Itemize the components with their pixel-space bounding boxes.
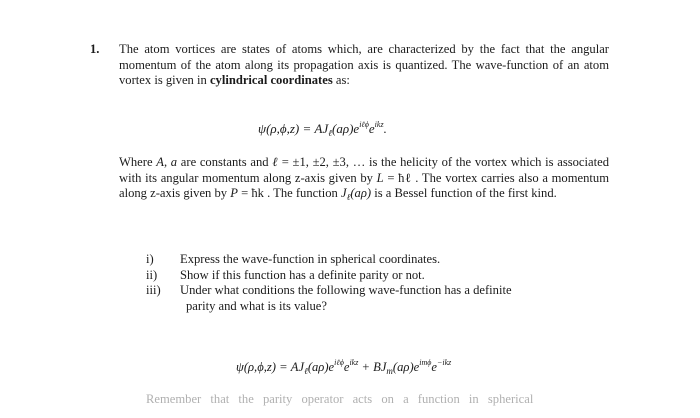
question-intro bbox=[119, 42, 609, 89]
eq1-subscript: ℓ bbox=[328, 128, 333, 138]
eq2-mid3: (aρ)e bbox=[392, 360, 420, 374]
superposition-equation bbox=[236, 360, 451, 376]
definitions-paragraph bbox=[119, 155, 609, 202]
intro-end: as: bbox=[335, 73, 350, 87]
def-text-6: = ħk . The function bbox=[237, 186, 341, 200]
sub-questions bbox=[146, 252, 616, 314]
list-item-text-continued: parity and what is its value? bbox=[186, 298, 327, 313]
def-symbol-J-arg: (aρ) bbox=[350, 186, 372, 200]
def-symbol-J-sub: ℓ bbox=[346, 192, 351, 202]
list-item bbox=[146, 252, 616, 268]
def-text-3: are constants and bbox=[177, 155, 273, 169]
eq2-mid4: e bbox=[431, 360, 437, 374]
intro-bold-term: cylindrical coordinates bbox=[209, 73, 333, 87]
list-item-number: ii) bbox=[146, 267, 158, 282]
eq1-argument: (aρ)e bbox=[332, 121, 360, 136]
list-item-text: Express the wave-function in spherical coordinates. bbox=[180, 252, 441, 266]
eq1-exponent-z: ikz bbox=[374, 120, 384, 129]
eq2-lhs: ψ(ρ,ϕ,z) = AJ bbox=[236, 360, 305, 374]
list-item bbox=[146, 268, 616, 284]
eq2-exp4: −ikz bbox=[436, 358, 452, 367]
wavefunction-equation bbox=[258, 121, 387, 137]
def-symbol-P: P bbox=[230, 186, 238, 200]
def-text-7: is a Bessel function of the first kind. bbox=[371, 186, 557, 200]
eq2-sub1: ℓ bbox=[304, 366, 308, 376]
def-symbol-a: a bbox=[170, 155, 178, 169]
eq2-exp3: imϕ bbox=[419, 358, 432, 367]
list-item bbox=[146, 283, 616, 314]
eq1-end: . bbox=[383, 121, 387, 136]
eq1-e2: e bbox=[368, 121, 375, 136]
intro-text: The atom vortices are states of atoms which, are characterized by the fact that the angular momentum of the atom along its propagation axis is quantized. The wave-function of an atom vortex is given in bbox=[119, 42, 609, 87]
def-text-4: = ±1, ±2, ±3, … is the helicity of the vortex which is associated with its angular momentum along z-axis given by bbox=[119, 155, 609, 185]
def-symbol-l: ℓ bbox=[272, 155, 279, 169]
list-item-text: Show if this function has a definite parity or not. bbox=[180, 267, 425, 282]
def-text-1: Where bbox=[119, 155, 157, 169]
list-item-number: i) bbox=[146, 252, 154, 266]
eq1-amplitude: AJ bbox=[314, 121, 329, 136]
list-item-text: Under what conditions the following wave-function has a definite bbox=[180, 283, 512, 297]
eq2-mid2: e bbox=[343, 360, 350, 374]
eq2-exp2: ikz bbox=[349, 358, 359, 367]
list-item-number: iii) bbox=[146, 283, 161, 297]
question-number: 1. bbox=[90, 42, 100, 56]
def-text-2: , bbox=[163, 155, 171, 169]
eq2-plus: + BJ bbox=[358, 360, 387, 374]
def-symbol-A: A bbox=[156, 155, 164, 169]
eq2-exp1: iℓϕ bbox=[334, 358, 344, 367]
def-symbol-J: J bbox=[340, 186, 347, 200]
eq1-lhs: ψ(ρ,ϕ,z) = bbox=[258, 121, 315, 136]
eq2-sub2: m bbox=[386, 366, 393, 376]
eq1-exponent-phi: iℓϕ bbox=[359, 120, 369, 129]
def-text-5: = ħℓ . The vortex carries also a momentum along z-axis given by bbox=[119, 170, 609, 200]
def-symbol-L: L bbox=[376, 170, 384, 185]
remember-note: Remember that the parity operator acts on a function in spherical bbox=[146, 392, 534, 406]
eq2-mid1: (aρ)e bbox=[307, 360, 335, 374]
